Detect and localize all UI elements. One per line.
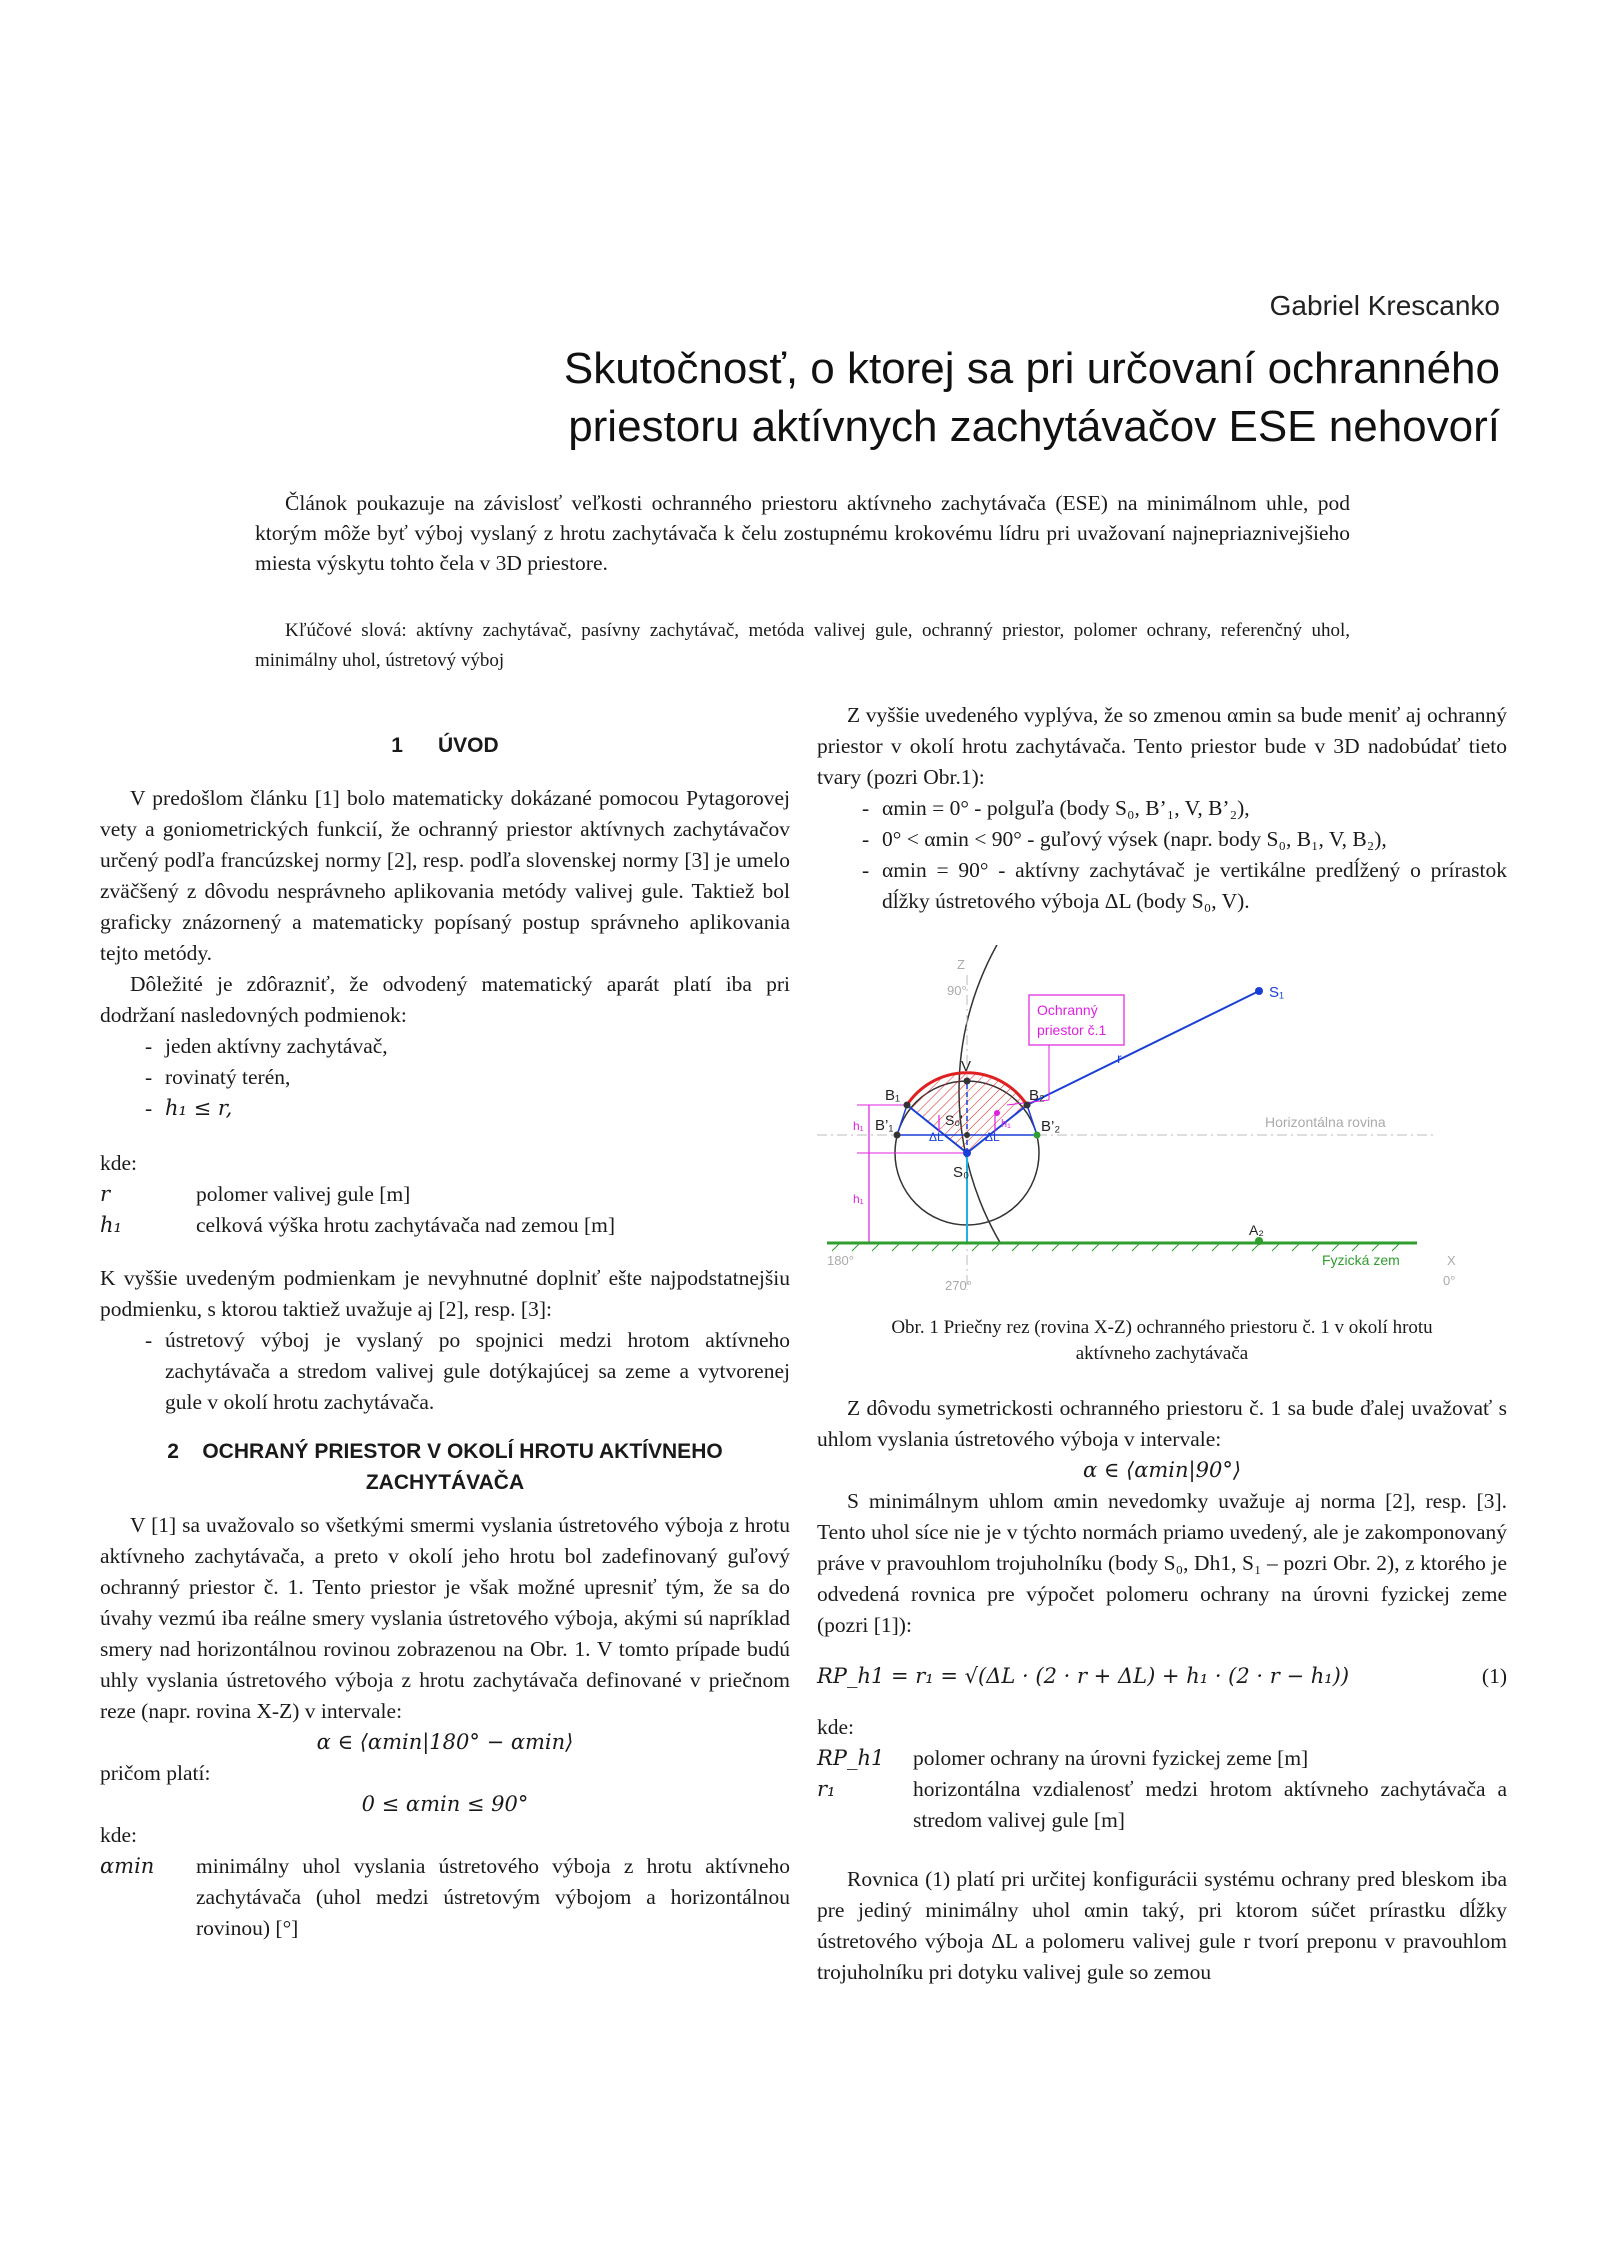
label-h1-b: h₁ [853, 1192, 864, 1206]
point-b2p [1034, 1132, 1041, 1139]
angle-180-label: 180° [827, 1253, 854, 1268]
axis-x-label: X [1447, 1253, 1456, 1268]
callout-label-2: priestor č.1 [1037, 1022, 1107, 1038]
where-label: kde: [100, 1151, 138, 1175]
keywords: Kľúčové slová: aktívny zachytávač, pasívny zachytávač, metóda valivej gule, ochranný priestor, polomer ochrany, referenčný uhol, minimálny uhol, ústretový výboj [255, 620, 1350, 671]
label-delta-l-2: ΔL [985, 1130, 1000, 1144]
list-item: - ústretový výboj je vyslaný po spojnici medzi hrotom aktívneho zachytávača a stredom valivej gule dotýkajúcej sa zeme a vytvorenej gule v okolí hrotu zachytávača. [145, 1328, 790, 1414]
label-s0: S₀ [953, 1164, 970, 1181]
label-s1: S₁ [1269, 984, 1285, 1001]
label-b2prime: B’₂ [1041, 1118, 1061, 1135]
list-item: - αmin = 90° - aktívny zachytávač je vertikálne predĺžený o prírastok dĺžky ústretového výboja ΔL (body S₀, V). [862, 858, 1507, 913]
paragraph: Z vyššie uvedeného vyplýva, že so zmenou αmin sa bude meniť aj ochranný priestor v okolí hrotu zachytávača. Tento priestor bude v 3D nadobúdať tieto tvary (pozri Obr.1): [817, 703, 1507, 789]
callout-label-1: Ochranný [1037, 1002, 1098, 1018]
label-ground: Fyzická zem [1322, 1252, 1400, 1268]
paragraph: S minimálnym uhlom αmin nevedomky uvažuje aj norma [2], resp. [3]. Tento uhol síce nie je v týchto normách priamo uvedený, ale je zakomponovaný práve v pravouhlom trojuholníku (body S₀, Dh1, S₁ – pozri Obr. 2), z ktorého je odvedená rovnica pre výpočet polomeru ochrany na úrovni fyzickej zeme (pozri [1]): [817, 1489, 1507, 1637]
title-line-1: Skutočnosť, o ktorej sa pri určovaní ochranného [563, 344, 1500, 393]
point-s0 [963, 1149, 971, 1157]
label-b2: B₂ [1029, 1087, 1045, 1104]
where-label: kde: [100, 1823, 138, 1847]
where-label: kde: [817, 1715, 855, 1739]
paragraph: V predošlom článku [1] bolo matematicky dokázané pomocou Pytagorovej vety a goniometrických funkcií, že ochranný priestor aktívnych zachytávačov určený podľa francúzskej normy [2], resp. podľa slovenskej normy [3] je umelo zväčšený z dôvodu nesprávneho aplikovania metódy valivej gule. Taktiež bol graficky znázornený a matematicky popísaný postup správneho aplikovania tejto metódy. [100, 786, 790, 965]
page-title [400, 340, 1500, 456]
point-b1p [894, 1132, 901, 1139]
left-column [100, 700, 790, 1944]
list-item: - αmin = 0° - polguľa (body S₀, B’₁, V, B’₂), [862, 796, 1250, 820]
list-item: - h₁ ≤ r, [145, 1096, 233, 1120]
equation-1-body: RP_h1 = r₁ = √(ΔL · (2 · r + ΔL) + h₁ · (2 · r − h₁)) [817, 1664, 1350, 1688]
definition-r1: r₁ horizontálna vzdialenosť medzi hrotom aktívneho zachytávača a stredom valivej gule [m] [817, 1777, 1507, 1832]
label-v: V [961, 1058, 972, 1075]
section-1-title: ÚVOD [438, 734, 499, 757]
label-b1: B₁ [885, 1087, 901, 1104]
equation-1 [817, 1661, 1507, 1692]
angle-270-label: 270° [945, 1278, 972, 1293]
definition-rp: RP_h1 polomer ochrany na úrovni fyzickej zeme [m] [817, 1746, 1309, 1770]
label-r: r [1117, 1050, 1122, 1066]
point-a2 [1255, 1237, 1263, 1245]
abstract: Článok poukazuje na závislosť veľkosti ochranného priestoru aktívneho zachytávača (ESE) na minimálnom uhle, pod ktorým môže byť výboj vyslaný z hrotu zachytávača k čelu zostupnému krokovému lídru pri uvažovaní najnepriaznivejšieho miesta výskytu tohto čela v 3D priestore. [255, 491, 1350, 575]
title-line-2: priestoru aktívnych zachytávačov ESE nehovorí [568, 402, 1500, 451]
paragraph: Rovnica (1) platí pri určitej konfigurácii systému ochrany pred bleskom iba pre jediný minimálny uhol αmin taký, pri ktorom súčet prírastku dĺžky ústretového výboja ΔL a polomeru valivej gule r tvorí preponu v pravouhlom trojuholníku pri dotyku valivej gule so zemou [817, 1867, 1507, 1984]
point-callout-target [994, 1110, 1000, 1116]
section-1-heading [100, 730, 790, 761]
right-column [817, 700, 1507, 1988]
point-b1 [904, 1102, 911, 1109]
section-2-title-line-2: ZACHYTÁVAČA [365, 1471, 525, 1494]
definition-r: r polomer valivej gule [m] [100, 1182, 411, 1206]
equation-interval-2: α ∈ ⟨αmin|90°⟩ [1082, 1458, 1242, 1482]
figure-1-caption: Obr. 1 Priečny rez (rovina X-Z) ochranného priestoru č. 1 v okolí hrotu aktívneho zachytávača [891, 1317, 1433, 1364]
label-b1prime: B’₁ [875, 1117, 894, 1134]
paragraph: Dôležité je zdôrazniť, že odvodený matematický aparát platí iba pri dodržaní nasledovných podmienok: [100, 972, 790, 1027]
figure-1 [817, 945, 1507, 1315]
point-s1 [1255, 987, 1263, 995]
line-b1-b1p [897, 1105, 907, 1135]
list-item: - 0° < αmin < 90° - guľový výsek (napr. body S₀, B₁, V, B₂), [862, 827, 1387, 851]
label-delta-l-1: ΔL [929, 1130, 944, 1144]
equation-interval: α ∈ ⟨αmin|180° − αmin⟩ [316, 1730, 574, 1754]
label-h1-a: h₁ [853, 1119, 864, 1133]
section-2-number: 2 [167, 1440, 179, 1463]
label-a2: A₂ [1249, 1222, 1264, 1238]
equation-range: 0 ≤ αmin ≤ 90° [361, 1792, 529, 1816]
label-h1-c: h₁ [1001, 1118, 1011, 1130]
point-s0prime [964, 1132, 970, 1138]
definition-h1: h₁ celková výška hrotu zachytávača nad zemou [m] [100, 1213, 616, 1237]
equation-1-number: (1) [1481, 1664, 1507, 1688]
axis-z-label: Z [957, 957, 965, 972]
paragraph: Z dôvodu symetrickosti ochranného priestoru č. 1 sa bude ďalej uvažovať s uhlom vyslania ústretového výboja v intervale: [817, 1396, 1507, 1451]
paragraph: V [1] sa uvažovalo so všetkými smermi vyslania ústretového výboja z hrotu aktívneho zachytávača, a preto v okolí jeho hrotu bol zadefinovaný guľový ochranný priestor č. 1. Tento priestor je však možné upresniť tým, že sa do úvahy vezmú iba reálne smery vyslania ústretového výboja, akými sú napríklad smery nad horizontálnou rovinou zobrazenou na Obr. 1. V tomto prípade budú uhly vyslania ústretového výboja z hrotu zachytávača definované v priečnom reze (napr. rovina X-Z) v intervale: [100, 1513, 790, 1723]
list-item: - rovinatý terén, [145, 1065, 291, 1089]
figure-1-diagram [817, 945, 1507, 1315]
definition-amin: αmin minimálny uhol vyslania ústretového výboja z hrotu aktívneho zachytávača (uhol medzi ústretovým výbojom a horizontálnou rovinou) [°] [100, 1854, 790, 1940]
label-horizontal-plane: Horizontálna rovina [1265, 1114, 1386, 1130]
section-2-heading [100, 1436, 790, 1498]
point-v [964, 1078, 971, 1085]
label-s0prime: S₀' [945, 1112, 963, 1128]
list-item: - jeden aktívny zachytávač, [145, 1034, 388, 1058]
section-1-number: 1 [391, 734, 403, 757]
whereby-label: pričom platí: [100, 1761, 211, 1785]
angle-0-label: 0° [1443, 1273, 1456, 1288]
section-2-title-line-1: OCHRANÝ PRIESTOR V OKOLÍ HROTU AKTÍVNEHO [202, 1440, 723, 1463]
angle-90-label: 90° [947, 983, 967, 998]
paragraph: K vyššie uvedeným podmienkam je nevyhnutné doplniť ešte najpodstatnejšiu podmienku, s ktorou taktiež uvažuje aj [2], resp. [3]: [100, 1266, 790, 1321]
line-b2-b2p [1027, 1105, 1037, 1135]
author: Gabriel Krescanko [1269, 290, 1500, 321]
